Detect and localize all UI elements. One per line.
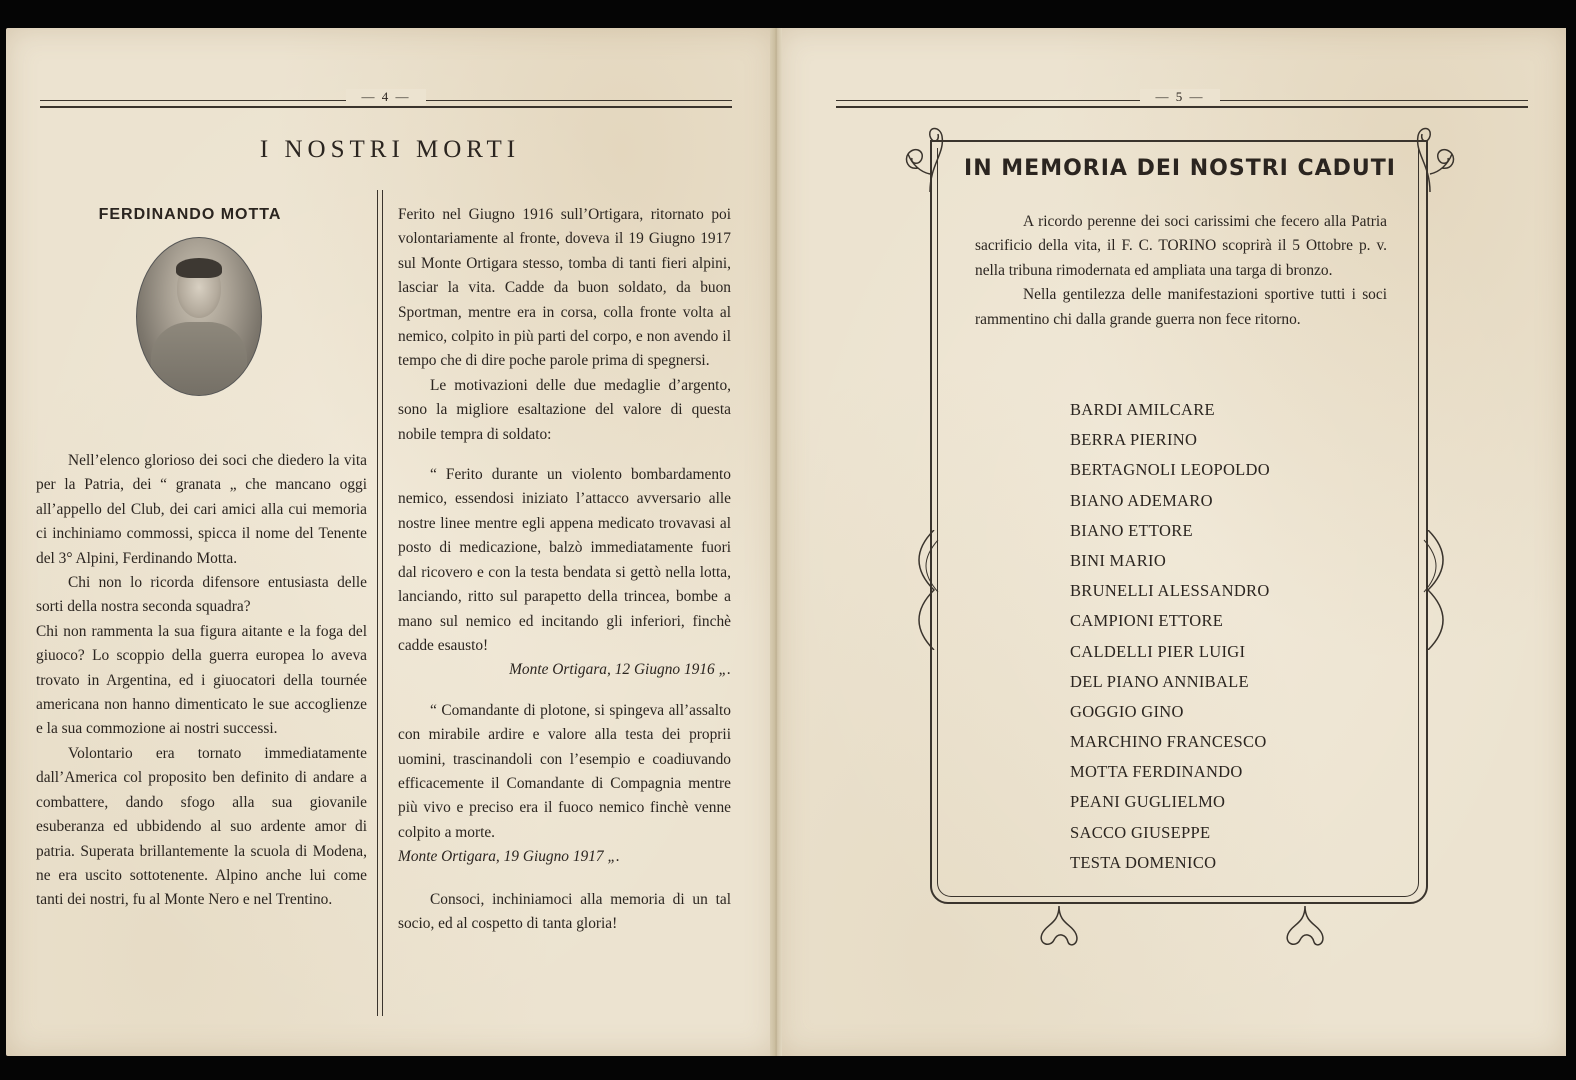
list-item: CALDELLI PIER LUIGI	[1070, 641, 1246, 661]
page-number-left: — 4 —	[346, 89, 426, 105]
ornament-top-right-icon	[1400, 124, 1460, 194]
list-item: PEANI GUGLIELMO	[1070, 792, 1226, 812]
list-item: BINI MARIO	[1070, 550, 1167, 570]
list-item: TESTA DOMENICO	[1070, 852, 1217, 872]
paragraph: Consoci, inchiniamoci alla memoria di un tal socio, ed al cospetto di tanta gloria!	[398, 890, 731, 932]
paragraph: Nella gentilezza delle manifestazioni sportive tutti i soci rammentino chi dalla grande guerra non fece ritorno.	[975, 286, 1387, 328]
ornament-left-ribbon-icon	[904, 530, 944, 650]
paragraph: Nell’elenco glorioso dei soci che diedero la vita per la Patria, dei “ granata „ che mancano oggi all’appello del Club, dei cari amici alla cui memoria ci inchiniamo commossi, spicca il nome del Tenente del 3° Alpini, Ferdinando Motta.	[36, 452, 367, 567]
list-item: BRUNELLI ALESSANDRO	[1070, 581, 1270, 601]
quote-citation: Monte Ortigara, 19 Giugno 1917 „.	[398, 848, 620, 866]
list-item: BIANO ADEMARO	[1070, 490, 1213, 510]
column-2	[398, 203, 731, 936]
column-divider	[377, 190, 383, 1016]
memorial-title: IN MEMORIA DEI NOSTRI CADUTI	[964, 156, 1396, 181]
list-item: MOTTA FERDINANDO	[1070, 762, 1243, 782]
list-item: SACCO GIUSEPPE	[1070, 822, 1211, 842]
portrait-photo	[136, 237, 262, 396]
paragraph: A ricordo perenne dei soci carissimi che fecero alla Patria sacrificio della vita, il F. C. TORINO scoprirà il 5 Ottobre p. v. nella tribuna rimodernata ed ampliata una targa di bronzo.	[975, 213, 1387, 279]
ornament-top-left-icon	[900, 124, 960, 194]
article-subtitle: FERDINANDO MOTTA	[98, 206, 282, 223]
list-item: GOGGIO GINO	[1070, 701, 1184, 721]
page-title: I NOSTRI MORTI	[259, 136, 521, 163]
list-item: DEL PIANO ANNIBALE	[1070, 671, 1249, 691]
list-item: BERTAGNOLI LEOPOLDO	[1070, 460, 1270, 480]
names-list	[1070, 398, 1270, 881]
list-item: BIANO ETTORE	[1070, 520, 1193, 540]
paragraph: Chi non lo ricorda difensore entusiasta delle sorti della nostra seconda squadra?	[36, 574, 367, 616]
memorial-intro	[975, 210, 1387, 332]
paragraph: Volontario era tornato immediatamente dall’America col proposito ben definito di andare a combattere, dando sfogo alla sua giovanile esuberanza ed ubbidendo al suo ardente amor di patria. Superata brillantemente la scuola di Modena, ne era uscito sottotenente. Alpino anche lui come tanti dei nostri, fu al Monte Nero e nel Trentino.	[36, 744, 367, 909]
ornament-bottom-right-icon	[1282, 904, 1328, 950]
column-1	[36, 449, 367, 913]
quote-paragraph: “ Ferito durante un violento bombardamento nemico, essendosi iniziato l’attacco avversario alle nostre linee mentre egli appena medicato trovavasi al posto di medicazione, balzò immediatamente fuori dal ricovero e con la testa bendata si gettò nella lotta, lanciando, ritto sul parapetto della trincea, bombe a mano sul nemico ed incitando gli inferiori, finchè cadde esausto!	[398, 466, 731, 654]
list-item: MARCHINO FRANCESCO	[1070, 732, 1267, 752]
paragraph: Le motivazioni delle due medaglie d’argento, sono la migliore esaltazione del valore di questa nobile tempra di soldato:	[398, 376, 731, 443]
page-number-right: — 5 —	[1140, 89, 1220, 105]
quote-citation: Monte Ortigara, 12 Giugno 1916 „.	[509, 661, 731, 679]
ornament-bottom-left-icon	[1036, 904, 1082, 950]
paragraph: Ferito nel Giugno 1916 sull’Ortigara, ritornato poi volontariamente al fronte, doveva il 19 Giugno 1917 sul Monte Ortigara stesso, tomba di tanti fieri alpini, lasciar la vita. Cadde da buon soldato, da buon Sportman, mentre era in corsa, colla fronte volta al nemico, colpito in più parti del corpo, e non avendo il tempo che di dire poche parole prima di spegnersi.	[398, 206, 731, 370]
ornament-right-ribbon-icon	[1418, 530, 1458, 650]
quote-paragraph: “ Comandante di plotone, si spingeva all’assalto con mirabile ardire e valore alla testa dei proprii uomini, trascinandoli con l’esempio e coadiuvando efficacemente il Comandante di Compagnia mentre più vivo e preciso era il fuoco nemico finchè venne colpito a morte.	[398, 701, 731, 841]
list-item: CAMPIONI ETTORE	[1070, 611, 1224, 631]
list-item: BERRA PIERINO	[1070, 430, 1198, 450]
paragraph: Chi non rammenta la sua figura aitante e la foga del giuoco? Lo scoppio della guerra europea lo aveva trovato in Argentina, ed i giuocatori della tournée americana non hanno dimenticato le sue accoglienze e la sua commozione ai nostri successi.	[36, 622, 367, 738]
page-gutter	[770, 28, 782, 1056]
list-item: BARDI AMILCARE	[1070, 400, 1215, 419]
